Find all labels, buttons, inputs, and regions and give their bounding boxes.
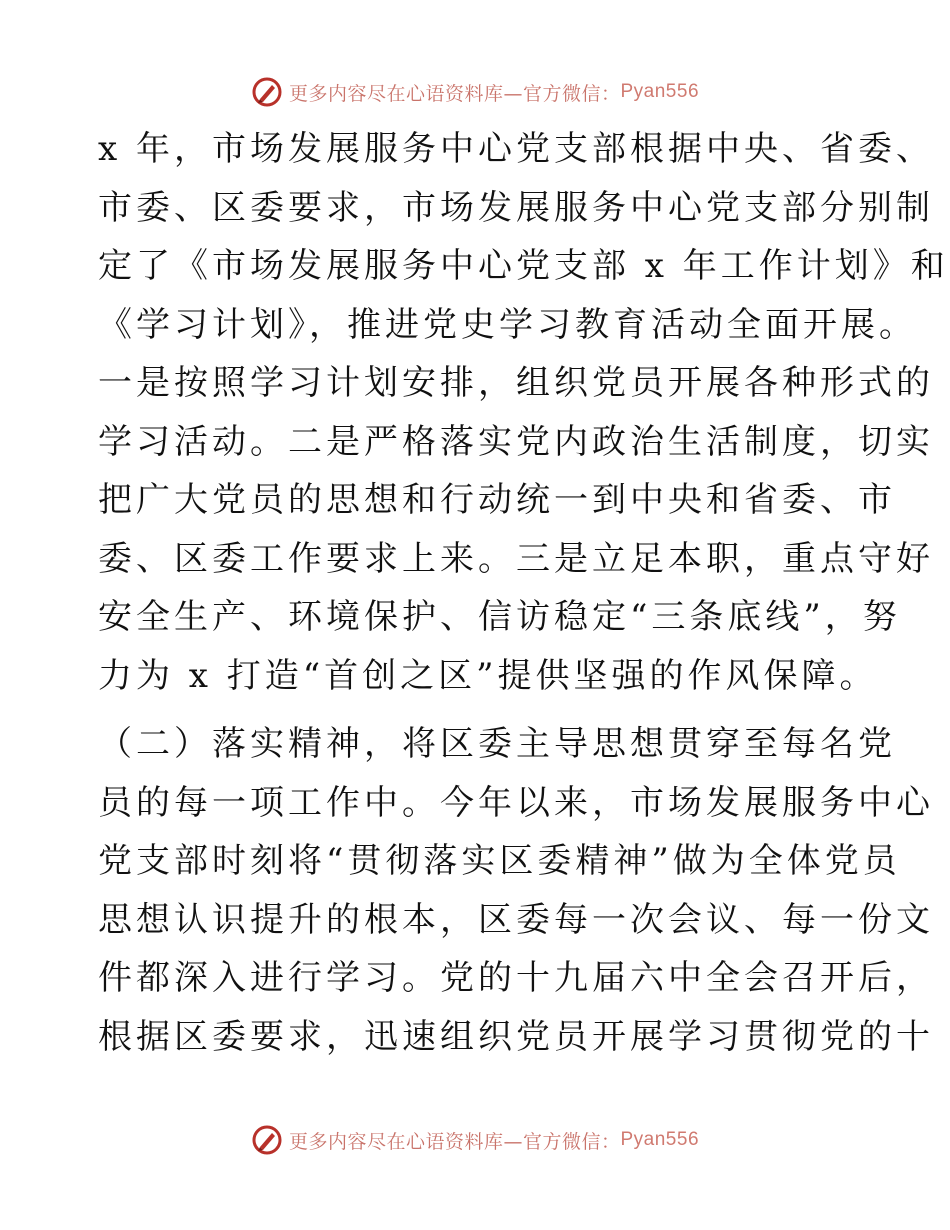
watermark-text: 更多内容尽在心语资料库—官方微信：: [288, 1130, 621, 1153]
paragraph-2: [98, 715, 934, 1066]
text-line: 件都深入进行学习。党的十九届六中全会召开后，: [98, 958, 934, 998]
text-line: 党支部时刻将“贯彻落实区委精神”做为全体党员: [98, 841, 901, 881]
text-line: 市委、区委要求，市场发展服务中心党支部分别制: [98, 187, 934, 228]
text-line: 员的每一项工作中。今年以来，市场发展服务中心: [98, 782, 934, 823]
text-line: 一是按照学习计划安排，组织党员开展各种形式的: [98, 363, 934, 403]
footer-watermark: [0, 1120, 950, 1160]
text-line: 根据区委要求，迅速组织党员开展学习贯彻党的十: [98, 1016, 934, 1057]
text-line: 学习活动。二是严格落实党内政治生活制度，切实: [98, 421, 934, 462]
watermark-contact: Pyan556: [620, 1129, 700, 1150]
paragraph-1: [98, 120, 949, 705]
text-line: 力为 x 打造“首创之区”提供坚强的作风保障。: [98, 655, 878, 696]
watermark-contact: Pyan556: [620, 81, 700, 102]
text-line: 安全生产、环境保护、信访稳定“三条底线”，努: [98, 597, 901, 637]
text-line: 思想认识提升的根本，区委每一次会议、每一份文: [98, 899, 934, 940]
text-line: （二）落实精神，将区委主导思想贯穿至每名党: [98, 724, 896, 764]
text-line: 《学习计划》，推进党史学习教育活动全面开展。: [98, 304, 917, 345]
text-line: 定了《市场发展服务中心党支部 x 年工作计划》和: [98, 246, 949, 286]
header-watermark: [0, 72, 950, 112]
document-body: [98, 120, 949, 1066]
pen-logo-icon: [251, 1124, 283, 1156]
text-line: 委、区委工作要求上来。三是立足本职，重点守好: [98, 538, 934, 579]
pen-logo-icon: [251, 76, 283, 108]
text-line: 把广大党员的思想和行动统一到中央和省委、市: [98, 480, 896, 520]
text-line: x 年，市场发展服务中心党支部根据中央、省委、: [98, 129, 934, 169]
watermark-text: 更多内容尽在心语资料库—官方微信：: [288, 82, 621, 105]
